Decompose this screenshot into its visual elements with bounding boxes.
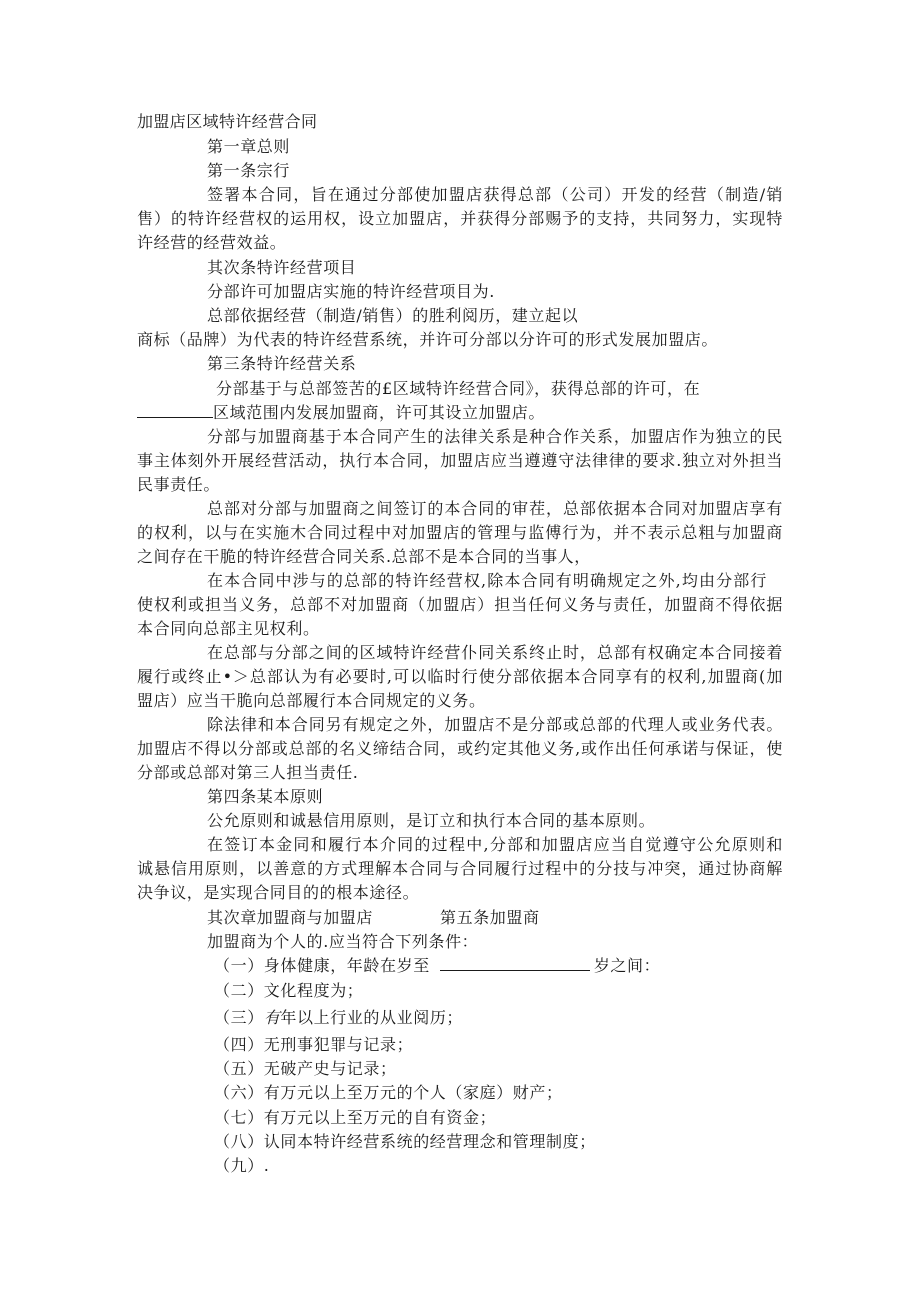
condition-item: （四）无刑事犯罪与记录； (214, 1035, 414, 1054)
article-heading: 第三条特许经营关系 (207, 354, 357, 373)
paragraph-line: 总部对分部与加盟商之间签订的本合同的审茬，总部依据本合同对加盟店享有 (207, 499, 783, 518)
chapter-heading: 其次章加盟商与加盟店 (207, 908, 374, 927)
fill-in-blank (440, 956, 590, 971)
paragraph-line: 履行或终止•＞总部认为有必要时,可以临时行使分部依据本合同享有的权利,加盟商(加 (137, 667, 783, 686)
paragraph-line: 加盟商为个人的.应当符合下列条件： (207, 932, 479, 951)
paragraph-line (137, 402, 545, 424)
article-heading: 其次条特许经营项目 (207, 258, 357, 277)
condition-text: 岁之间： (593, 956, 661, 975)
paragraph-line: 公允原则和诚悬信用原则，是订立和执行本合同的基本原则。 (207, 811, 656, 830)
handwritten-mark: 有 (263, 1008, 281, 1027)
paragraph-line: 的权利，以与在实施木合同过程中对加盟店的管理与监傅行为，并不表示总粗与加盟商 (137, 523, 783, 542)
condition-text: 年以上行业的从业阅历； (280, 1008, 464, 1027)
condition-item: （七）有万元以上至万元的自有资金； (214, 1108, 497, 1127)
condition-item (214, 1007, 463, 1029)
paragraph-line: 之间存在干脆的特许经营合同关系.总部不是本合同的当事人， (137, 547, 591, 566)
paragraph-line: 民事责任。 (137, 475, 221, 494)
paragraph-line: 在签订本金同和履行本介同的过程中,分部和加盟店应当自觉遵守公允原则和 (207, 835, 783, 854)
paragraph-line: 签署本合同，旨在通过分部使加盟店获得总部（公司）开发的经营（制造/销 (207, 185, 783, 204)
paragraph-line: 总部依据经营（制造/销售）的胜利阅历，建立起以 (207, 306, 579, 325)
paragraph-line: 诚悬信用原则，以善意的方式理解本合同与合同履行过程中的分技与冲突，通过协商解 (137, 859, 783, 878)
fill-in-blank (137, 403, 213, 418)
document-title: 加盟店区域特许经营合同 (137, 112, 318, 131)
paragraph-line: 盟店）应当干脆向总部履行本合同规定的义务。 (137, 691, 486, 710)
paragraph-text: 区域范围内发展加盟商，许可其设立加盟店。 (213, 403, 546, 422)
chapter-heading: 第一章总则 (207, 137, 291, 156)
paragraph-line: 决争议，是实现合同目的的根本途径。 (137, 883, 420, 902)
paragraph-line: 分部许可加盟店实施的特许经营项目为. (207, 282, 495, 301)
condition-item: （九）. (214, 1156, 270, 1175)
article-heading: 第五条加盟商 (440, 908, 540, 927)
paragraph-line: 售）的特许经营权的运用权，设立加盟店，并获得分部赐予的支持，共同努力，实现特 (137, 209, 783, 228)
condition-item: （二）文化程度为； (214, 981, 364, 1000)
paragraph-line: 除法律和本合同另有规定之外，加盟店不是分部或总部的代理人或业务代表。 (207, 715, 783, 734)
condition-item: （五）无破产史与记录； (214, 1059, 397, 1078)
paragraph-line: 事主体刻外开展经营活动，执行本合同，加盟店应当遵遵守法律律的要求.独立对外担当 (137, 451, 783, 470)
paragraph-line: 许经营的经营效益。 (137, 233, 287, 252)
condition-item: （六）有万元以上至万元的个人（家庭）财产； (214, 1083, 563, 1102)
article-heading: 第一条宗行 (207, 161, 291, 180)
paragraph-line: 分部基于与总部签苦的£区域特许经营合同》，获得总部的许可，在 (216, 379, 701, 398)
paragraph-line: 加盟店不得以分部或总部的名义缔结合同，或约定其他义务,或作出任何承诺与保证，使 (137, 739, 783, 758)
paragraph-line: 商标（品牌）为代表的特许经营系统，并许可分部以分许可的形式发展加盟店。 (137, 330, 719, 349)
paragraph-line: 在总部与分部之间的区域特许经营仆同关系终止时，总部有权确定本合同接着 (207, 643, 783, 662)
condition-item: （八）认同本特许经营系统的经营理念和管理制度； (214, 1132, 596, 1151)
condition-text: （一）身体健康，年龄在岁至 (214, 956, 430, 975)
paragraph-line: 使权利或担当义务，总部不对加盟商（加盟店）担当任何义务与责任，加盟商不得依据 (137, 595, 783, 614)
article-heading: 第四条某本原则 (207, 787, 324, 806)
paragraph-line: 在本合同中涉与的总部的特许经营权,除本合同有明确规定之外,均由分部行 (207, 571, 767, 590)
paragraph-line: 分部或总部对第三人担当责任. (137, 763, 359, 782)
condition-item (214, 955, 660, 977)
paragraph-line: 本合同向总部主见权利。 (137, 619, 320, 638)
paragraph-line: 分部与加盟商基于本合同产生的法律关系是种合作关系，加盟店作为独立的民 (207, 427, 783, 446)
condition-text: （三） (214, 1008, 264, 1027)
